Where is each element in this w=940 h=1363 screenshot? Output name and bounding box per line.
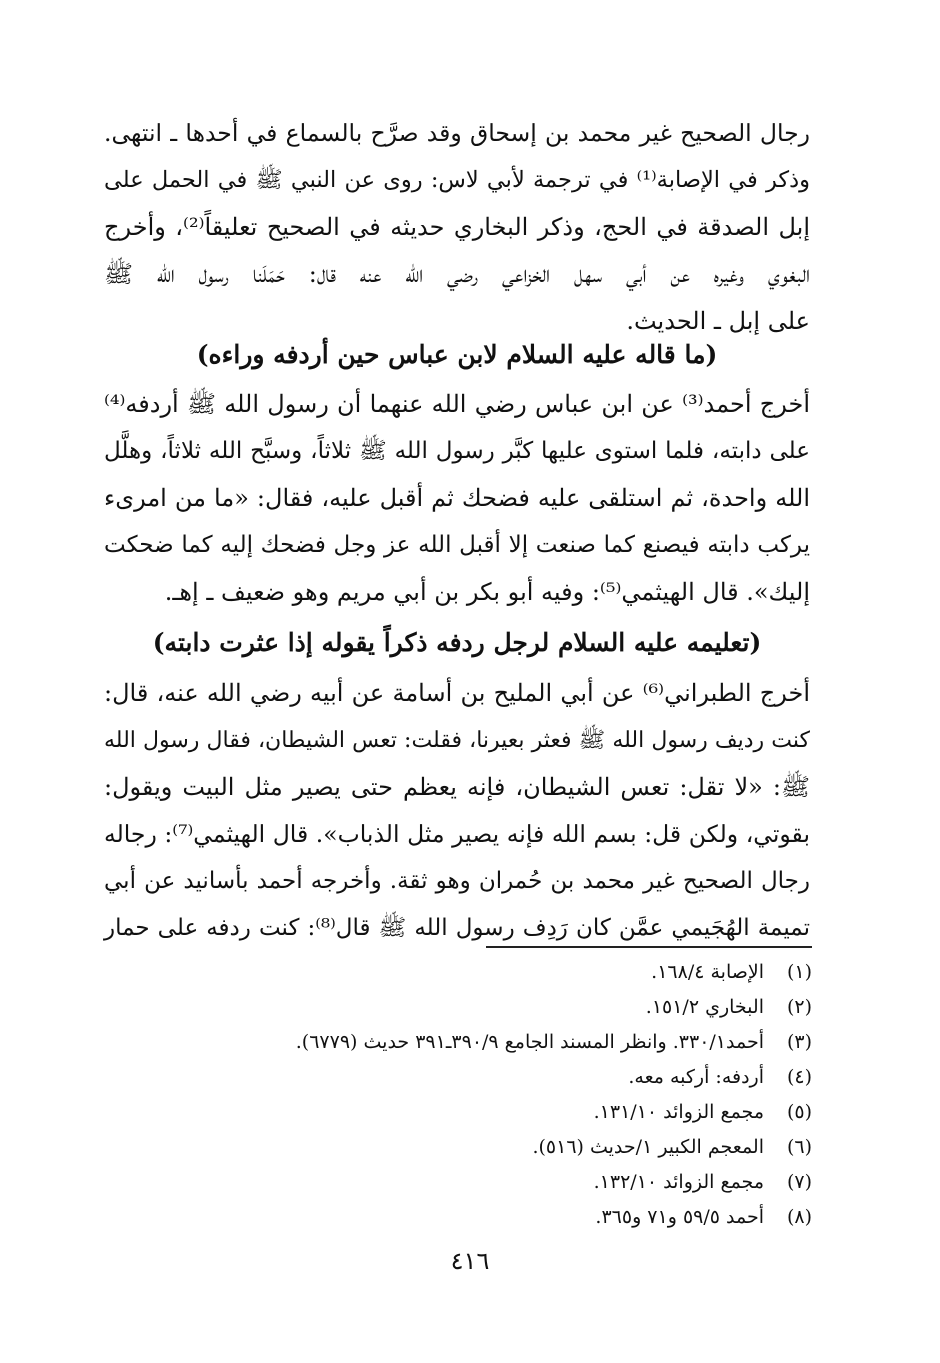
text-line: أخرج الطبراني⁽⁶⁾ عن أبي المليح بن أسامة عن أبيه رضي الله عنه، قال: [104, 679, 810, 707]
text-line: الله واحدة، ثم استلقى عليه فضحك ثم أقبل عليه، فقال: «ما من امرىء [104, 484, 810, 512]
footnote-number: (٢) [786, 996, 812, 1018]
text-line: كنت رديف رسول الله ﷺ فعثر بعيرنا، فقلت: تعس الشيطان، فقال رسول الله [104, 728, 810, 753]
text-line: يركب دابته فيصنع كما صنعت إلا أقبل الله عز وجل فضحك إليه كما ضحكت [104, 532, 810, 558]
footnote [150, 1095, 812, 1130]
text-line: تميمة الهُجَيمي عمَّن كان رَدِف رسول الله ﷺ قال⁽⁸⁾: كنت ردفه على حمار [104, 915, 810, 941]
footnote-number: (٥) [786, 1101, 812, 1123]
footnote [150, 1165, 812, 1200]
footnote [150, 1130, 812, 1165]
text-line: إليك». قال الهيثمي⁽⁵⁾: وفيه أبو بكر بن أبي مريم وهو ضعيف ـ إهـ. [164, 578, 810, 606]
text-line: ﷺ: «لا تقل: تعس الشيطان، فإنه يعظم حتى يصير مثل البيت ويقول: [104, 773, 810, 801]
paragraph-2 [104, 381, 810, 616]
footnote-number: (٧) [786, 1171, 812, 1193]
footnote [150, 1025, 812, 1060]
text-line: البغوي وغيره عن أبي سهل الخزاعي رضي الله عنه قال: حَمَلَنا رسول الله ﷺ [104, 260, 810, 288]
footnote-number: (٤) [786, 1066, 812, 1088]
section-heading: (ما قاله عليه السلام لابن عباس حين أردفه وراءه) [196, 340, 718, 369]
footnotes [150, 955, 812, 1235]
text-line: بقوتي، ولكن قل: بسم الله فإنه يصير مثل الذباب». قال الهيثمي⁽⁷⁾: رجاله [104, 820, 810, 848]
footnote-text: أحمد ٥٩/٥ و٧١ و٣٦٥. [595, 1206, 764, 1228]
footnote-text: المعجم الكبير ١/حديث (٥١٦). [532, 1136, 764, 1158]
footnote-number: (٦) [786, 1136, 812, 1158]
footnote [150, 1060, 812, 1095]
footnote-text: مجمع الزوائد ١٣١/١٠. [593, 1101, 764, 1123]
page-number: ٤١٦ [450, 1247, 490, 1275]
section-heading: (تعليمه عليه السلام لرجل ردفه ذكراً يقوله إذا عثرت دابته) [152, 628, 762, 657]
footnote [150, 1200, 812, 1235]
paragraph-3 [104, 670, 810, 952]
text-line: أخرج أحمد⁽³⁾ عن ابن عباس رضي الله عنهما أن رسول الله ﷺ أردفه⁽⁴⁾ [104, 390, 810, 418]
footnote-text: البخاري ١٥١/٢. [645, 996, 764, 1018]
footnote-number: (٣) [786, 1031, 812, 1053]
footnote-text: مجمع الزوائد ١٣٢/١٠. [593, 1171, 764, 1193]
footnote-text: أحمد٣٣٠/١. وانظر المسند الجامع ٣٩٠/٩ـ٣٩١ حديث (٦٧٧٩). [295, 1031, 764, 1053]
footnote [150, 990, 812, 1025]
text-line: على إبل ـ الحديث. [626, 307, 810, 335]
footnote [150, 955, 812, 990]
footnote-divider [486, 946, 812, 948]
text-line: رجال الصحيح غير محمد بن إسحاق وقد صرَّح بالسماع في أحدها ـ انتهى. [104, 119, 810, 147]
text-line: رجال الصحيح غير محمد بن حُمران وهو ثقة. وأخرجه أحمد بأسانيد عن أبي [104, 868, 810, 894]
text-line: على دابته، فلما استوى عليها كبَّر رسول الله ﷺ ثلاثاً، وسبَّح الله ثلاثاً، وهلَّل [104, 438, 810, 464]
footnote-number: (٨) [786, 1206, 812, 1228]
footnote-number: (١) [786, 961, 812, 983]
footnote-text: الإصابة ١٦٨/٤. [651, 961, 764, 983]
text-line: وذكر في الإصابة⁽¹⁾ في ترجمة لأبي لاس: روى عن النبي ﷺ في الحمل على [104, 167, 810, 193]
paragraph-1 [104, 110, 810, 345]
footnote-text: أردفه: أركبه معه. [628, 1066, 764, 1088]
text-line: إبل الصدقة في الحج، وذكر البخاري حديثه في الصحيح تعليقاً⁽²⁾، وأخرج [104, 213, 810, 241]
